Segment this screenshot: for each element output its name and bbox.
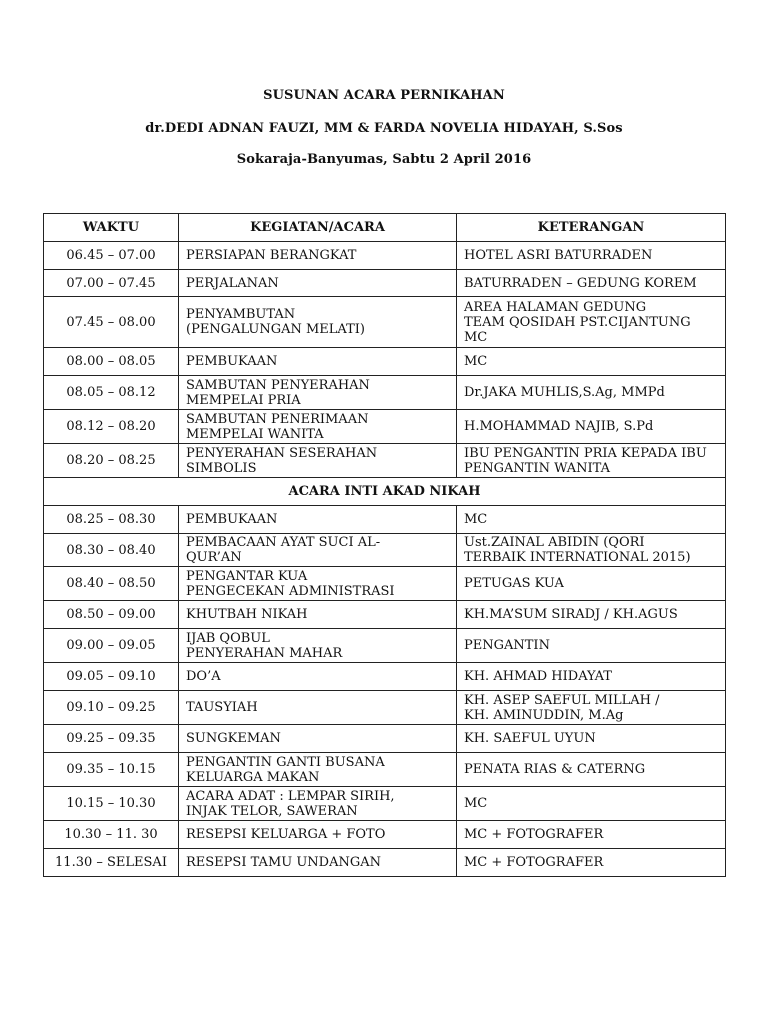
cell-line: ACARA ADAT : LEMPAR SIRIH, <box>186 788 395 804</box>
table-row <box>44 376 726 410</box>
kegiatan-cell <box>179 663 457 691</box>
waktu-cell: 06.45 – 07.00 <box>44 242 179 270</box>
kegiatan-cell <box>179 242 457 270</box>
cell-line: MEMPELAI PRIA <box>186 392 301 408</box>
table-row <box>44 410 726 444</box>
section-row <box>44 478 726 506</box>
waktu-cell: 09.25 – 09.35 <box>44 725 179 753</box>
cell-line: QUR’AN <box>186 550 242 565</box>
cell-line: Ust.ZAINAL ABIDIN (QORI <box>464 535 645 550</box>
cell-line: PERSIAPAN BERANGKAT <box>186 248 357 263</box>
table-row <box>44 691 726 725</box>
table-row <box>44 629 726 663</box>
waktu-cell: 08.05 – 08.12 <box>44 376 179 410</box>
kegiatan-cell <box>179 506 457 534</box>
cell-line: MC <box>464 354 488 369</box>
waktu-cell: 08.25 – 08.30 <box>44 506 179 534</box>
cell-line: IJAB QOBUL <box>186 630 270 646</box>
table-row <box>44 849 726 877</box>
kegiatan-cell <box>179 787 457 821</box>
keterangan-cell <box>457 348 726 376</box>
cell-line: PENYAMBUTAN <box>186 307 296 322</box>
kegiatan-cell <box>179 601 457 629</box>
kegiatan-cell <box>179 410 457 444</box>
keterangan-cell <box>457 849 726 877</box>
place-date: Sokaraja-Banyumas, Sabtu 2 April 2016 <box>236 152 532 167</box>
cell-line: DO’A <box>186 669 221 684</box>
keterangan-cell <box>457 506 726 534</box>
kegiatan-cell <box>179 821 457 849</box>
cell-line: PENYERAHAN MAHAR <box>186 645 343 661</box>
cell-line: SUNGKEMAN <box>186 731 281 746</box>
keterangan-cell <box>457 297 726 348</box>
cell-line: KH. ASEP SAEFUL MILLAH / <box>464 692 660 708</box>
keterangan-cell <box>457 444 726 478</box>
keterangan-cell <box>457 534 726 567</box>
table-row <box>44 725 726 753</box>
keterangan-cell <box>457 270 726 297</box>
cell-line: BATURRADEN – GEDUNG KOREM <box>464 275 697 291</box>
keterangan-cell <box>457 567 726 601</box>
cell-line: KH. SAEFUL UYUN <box>464 731 596 746</box>
kegiatan-cell <box>179 376 457 410</box>
cell-line: PEMBUKAAN <box>186 354 278 369</box>
schedule-table <box>43 213 726 877</box>
kegiatan-cell <box>179 297 457 348</box>
kegiatan-cell <box>179 753 457 787</box>
cell-line: PETUGAS KUA <box>464 576 564 591</box>
keterangan-cell <box>457 410 726 444</box>
cell-line: MC <box>464 329 488 345</box>
kegiatan-cell <box>179 629 457 663</box>
waktu-cell: 09.00 – 09.05 <box>44 629 179 663</box>
cell-line: KH. AMINUDDIN, M.Ag <box>464 707 624 723</box>
kegiatan-cell <box>179 444 457 478</box>
keterangan-cell <box>457 663 726 691</box>
kegiatan-cell <box>179 691 457 725</box>
cell-line: Dr.JAKA MUHLIS,S.Ag, MMPd <box>464 385 665 400</box>
cell-line: PEMBUKAAN <box>186 512 278 527</box>
keterangan-cell <box>457 629 726 663</box>
table-row <box>44 567 726 601</box>
kegiatan-cell <box>179 270 457 297</box>
cell-line: PENATA RIAS & CATERNG <box>464 762 646 777</box>
keterangan-cell <box>457 821 726 849</box>
table-row <box>44 787 726 821</box>
cell-line: SAMBUTAN PENYERAHAN <box>186 377 370 393</box>
table-row <box>44 242 726 270</box>
cell-line: PENGANTIN GANTI BUSANA <box>186 754 385 770</box>
cell-line: MC <box>464 512 488 527</box>
waktu-cell: 07.00 – 07.45 <box>44 270 179 297</box>
cell-line: MC + FOTOGRAFER <box>464 827 604 842</box>
cell-line: TERBAIK INTERNATIONAL 2015) <box>464 550 691 565</box>
cell-line: PENGANTAR KUA <box>186 568 308 584</box>
waktu-cell: 08.30 – 08.40 <box>44 534 179 567</box>
table-row <box>44 444 726 478</box>
kegiatan-cell <box>179 348 457 376</box>
waktu-cell: 10.30 – 11. 30 <box>44 821 179 849</box>
kegiatan-cell <box>179 534 457 567</box>
kegiatan-cell <box>179 725 457 753</box>
table-row <box>44 601 726 629</box>
waktu-cell: 09.05 – 09.10 <box>44 663 179 691</box>
waktu-cell: 09.35 – 10.15 <box>44 753 179 787</box>
waktu-cell: 10.15 – 10.30 <box>44 787 179 821</box>
column-header-kegiatan: KEGIATAN/ACARA <box>179 214 457 242</box>
cell-line: PENGANTIN <box>464 638 550 653</box>
table-row <box>44 506 726 534</box>
cell-line: PENGANTIN WANITA <box>464 460 611 476</box>
cell-line: KELUARGA MAKAN <box>186 769 320 785</box>
cell-line: KH.MA’SUM SIRADJ / KH.AGUS <box>464 607 678 622</box>
cell-line: PERJALANAN <box>186 275 279 291</box>
waktu-cell: 08.00 – 08.05 <box>44 348 179 376</box>
table-row <box>44 753 726 787</box>
waktu-cell: 11.30 – SELESAI <box>44 849 179 877</box>
kegiatan-cell <box>179 849 457 877</box>
table-row <box>44 270 726 297</box>
cell-line: MEMPELAI WANITA <box>186 426 324 442</box>
couple-names: dr.DEDI ADNAN FAUZI, MM & FARDA NOVELIA HIDAYAH, S.Sos <box>145 121 623 136</box>
keterangan-cell <box>457 753 726 787</box>
keterangan-cell <box>457 242 726 270</box>
cell-line: INJAK TELOR, SAWERAN <box>186 803 358 819</box>
keterangan-cell <box>457 601 726 629</box>
table-row <box>44 534 726 567</box>
keterangan-cell <box>457 725 726 753</box>
waktu-cell: 07.45 – 08.00 <box>44 297 179 348</box>
table-row <box>44 297 726 348</box>
cell-line: KHUTBAH NIKAH <box>186 607 308 622</box>
cell-line: MC <box>464 796 488 811</box>
waktu-cell: 08.40 – 08.50 <box>44 567 179 601</box>
table-row <box>44 821 726 849</box>
cell-line: SAMBUTAN PENERIMAAN <box>186 411 369 427</box>
cell-line: MC + FOTOGRAFER <box>464 855 604 870</box>
cell-line: PENGECEKAN ADMINISTRASI <box>186 583 395 599</box>
cell-line: SIMBOLIS <box>186 460 257 476</box>
cell-line: IBU PENGANTIN PRIA KEPADA IBU <box>464 445 707 461</box>
keterangan-cell <box>457 691 726 725</box>
keterangan-cell <box>457 787 726 821</box>
table-row <box>44 663 726 691</box>
schedule-body <box>44 242 726 877</box>
column-header-waktu: WAKTU <box>44 214 179 242</box>
cell-line: RESEPSI TAMU UNDANGAN <box>186 855 382 870</box>
cell-line: HOTEL ASRI BATURRADEN <box>464 248 653 263</box>
keterangan-cell <box>457 376 726 410</box>
waktu-cell: 09.10 – 09.25 <box>44 691 179 725</box>
section-title: ACARA INTI AKAD NIKAH <box>44 478 726 506</box>
cell-line: KH. AHMAD HIDAYAT <box>464 669 612 684</box>
waktu-cell: 08.20 – 08.25 <box>44 444 179 478</box>
cell-line: AREA HALAMAN GEDUNG <box>464 299 647 315</box>
cell-line: TEAM QOSIDAH PST.CIJANTUNG <box>464 314 691 330</box>
table-header-row <box>44 214 726 242</box>
cell-line: PENYERAHAN SESERAHAN <box>186 445 378 461</box>
cell-line: H.MOHAMMAD NAJIB, S.Pd <box>464 419 654 434</box>
column-header-keterangan: KETERANGAN <box>457 214 726 242</box>
waktu-cell: 08.12 – 08.20 <box>44 410 179 444</box>
document-title: SUSUNAN ACARA PERNIKAHAN <box>263 88 505 103</box>
cell-line: (PENGALUNGAN MELATI) <box>186 322 365 337</box>
waktu-cell: 08.50 – 09.00 <box>44 601 179 629</box>
kegiatan-cell <box>179 567 457 601</box>
cell-line: PEMBACAAN AYAT SUCI AL- <box>186 535 381 550</box>
cell-line: RESEPSI KELUARGA + FOTO <box>186 827 386 842</box>
cell-line: TAUSYIAH <box>186 700 258 715</box>
table-row <box>44 348 726 376</box>
